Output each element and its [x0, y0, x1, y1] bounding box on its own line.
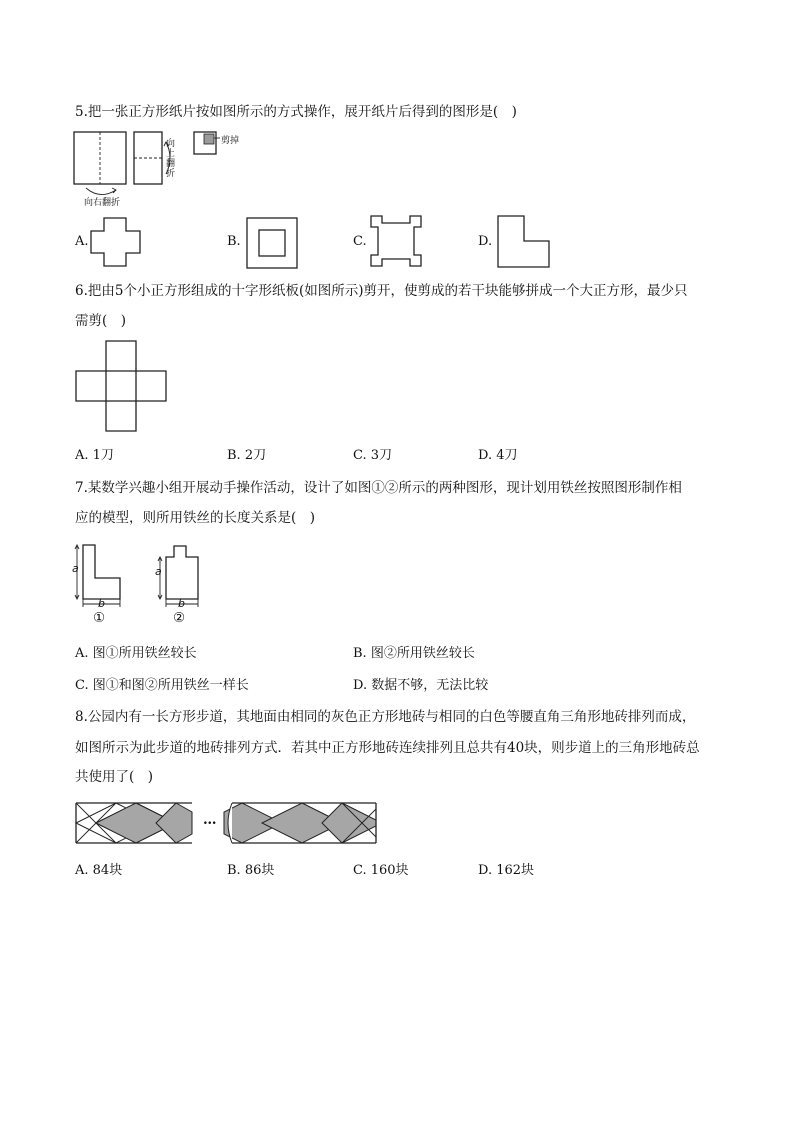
q5-fold-right-label: 向右翻折	[84, 198, 121, 208]
q7-fig1-b: b	[98, 597, 105, 610]
q7-fig2-a: a	[155, 565, 162, 578]
q6-option-b: B. 2刀	[227, 448, 267, 463]
q8-option-c: C. 160块	[353, 863, 409, 878]
q5-option-b-figure	[244, 215, 304, 275]
q7-figure-2	[153, 543, 223, 613]
q5-option-d-figure	[495, 213, 555, 273]
q5-cut-label: 剪掉	[221, 136, 240, 146]
q8-left-segment	[76, 803, 192, 843]
q5-fold-right-arrow	[86, 188, 116, 195]
q8-option-d: D. 162块	[478, 863, 535, 878]
q5-fold-up-label: 向上翻折	[166, 139, 176, 179]
q7-option-c: C. 图①和图②所用铁丝一样长	[75, 678, 249, 693]
q6-stem-line2: 需剪( )	[75, 313, 127, 329]
q8-option-b: B. 86块	[227, 863, 275, 878]
q6-option-d: D. 4刀	[478, 448, 518, 463]
q5-stem: 5.把一张正方形纸片按如图所示的方式操作，展开纸片后得到的图形是( )	[75, 104, 517, 120]
q8-right-segment	[224, 803, 376, 843]
q7-option-a: A. 图①所用铁丝较长	[75, 646, 197, 661]
q7-fig1-a: a	[72, 562, 79, 575]
q8-stem-line1: 8.公园内有一长方形步道，其地面由相同的灰色正方形地砖与相同的白色等腰直角三角形地砖排列而成，	[75, 709, 696, 725]
q6-option-a: A. 1刀	[75, 448, 114, 463]
q6-option-c: C. 3刀	[353, 448, 393, 463]
q8-option-a: A. 84块	[75, 863, 123, 878]
q6-cross-figure	[72, 338, 272, 438]
q5-option-c-label: C.	[353, 234, 367, 249]
q7-figure-1	[70, 543, 140, 613]
q8-stem-line2: 如图所示为此步道的地砖排列方式．若其中正方形地砖连续排列且总共有40块，则步道上的三角形地砖总	[75, 740, 700, 756]
q7-fig2-label: ②	[173, 610, 186, 626]
q5-option-b-label: B.	[227, 234, 241, 249]
q6-stem-line1: 6.把由5个小正方形组成的十字形纸板(如图所示)剪开，使剪成的若干块能够拼成一个大正方形，最少只	[75, 283, 688, 299]
q7-option-d: D. 数据不够，无法比较	[353, 678, 489, 693]
q5-option-a-figure	[88, 215, 148, 275]
q8-stem-line3: 共使用了( )	[75, 769, 154, 785]
q8-tile-path-figure	[74, 800, 384, 850]
q7-fig2-b: b	[178, 597, 185, 610]
q5-cut-corner	[204, 134, 214, 144]
q5-option-a-label: A.	[75, 234, 89, 249]
q7-stem-line2: 应的模型，则所用铁丝的长度关系是( )	[75, 510, 316, 526]
q7-stem-line1: 7.某数学兴趣小组开展动手操作活动，设计了如图①②所示的两种图形，现计划用铁丝按照图形制作相	[75, 480, 682, 496]
q7-fig1-label: ①	[93, 610, 106, 626]
q8-ellipsis: …	[203, 812, 217, 828]
q7-option-b: B. 图②所用铁丝较长	[353, 646, 475, 661]
q5-option-c-figure	[368, 213, 428, 273]
q5-option-d-label: D.	[478, 234, 493, 249]
q5-half-paper	[134, 132, 162, 184]
